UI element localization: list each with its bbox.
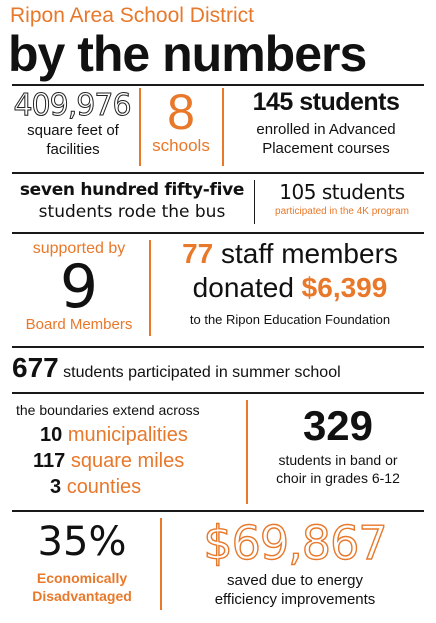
- econ-label: Economically: [36, 570, 128, 586]
- district-name: Ripon Area School District: [10, 4, 254, 27]
- row6-divider: [160, 518, 162, 610]
- summer-number: 677: [12, 352, 59, 383]
- schools-number: 8: [167, 84, 195, 140]
- row2-divider: [254, 180, 255, 224]
- foundation-label: to the Ripon Education Foundation: [189, 312, 391, 327]
- sqft-number: 409,976: [13, 88, 131, 123]
- econ-percent: 35%: [37, 519, 127, 565]
- staff-count: 77: [182, 238, 214, 269]
- muni-number: 10: [40, 424, 63, 446]
- divider-6: [12, 510, 424, 512]
- board-bottom-label: Board Members: [25, 316, 133, 333]
- divider-4: [12, 346, 424, 348]
- band-label: students in band or: [278, 452, 398, 468]
- divider-3: [12, 232, 424, 234]
- band-label-2: choir in grades 6-12: [276, 470, 400, 486]
- saved-label: saved due to energy: [227, 572, 363, 589]
- summer-line: [12, 352, 428, 384]
- counties-number: 3: [50, 476, 62, 498]
- divider-5: [12, 392, 424, 394]
- board-top-label: supported by: [32, 240, 126, 257]
- miles-label: square miles: [70, 450, 185, 472]
- row1-divider-b: [222, 88, 224, 166]
- sqft-label: square feet of: [27, 122, 119, 139]
- miles-number: 117: [33, 450, 66, 472]
- row5-divider: [246, 400, 248, 504]
- k4-label: participated in the 4K program: [275, 206, 409, 217]
- bus-label: students rode the bus: [38, 202, 226, 222]
- staff-line: [152, 238, 428, 270]
- donated-amount: $6,399: [301, 272, 388, 303]
- ap-label-2: Placement courses: [262, 140, 390, 157]
- boundary-intro: the boundaries extend across: [16, 402, 200, 418]
- donated-line: [152, 272, 428, 304]
- saved-amount: $69,867: [203, 516, 387, 570]
- miles-line: [33, 450, 184, 473]
- econ-label-2: Disadvantaged: [32, 588, 132, 604]
- page-title: by the numbers: [8, 26, 367, 82]
- board-number: 9: [59, 252, 99, 322]
- staff-label: staff members: [221, 238, 398, 269]
- schools-label: schools: [152, 136, 210, 155]
- band-number: 329: [302, 402, 374, 449]
- muni-label: municipalities: [67, 424, 188, 446]
- municipalities-line: [40, 424, 188, 447]
- summer-label: students participated in summer school: [63, 364, 341, 381]
- sqft-label-2: facilities: [46, 141, 100, 158]
- k4-number: 105 students: [279, 180, 405, 204]
- saved-label-2: efficiency improvements: [214, 591, 376, 608]
- counties-label: counties: [66, 476, 142, 498]
- counties-line: [50, 476, 141, 499]
- ap-number: 145 students: [252, 88, 400, 116]
- donated-label: donated: [192, 272, 294, 303]
- bus-count-text: seven hundred fifty-five: [19, 180, 245, 200]
- divider-2: [12, 172, 424, 174]
- ap-label: enrolled in Advanced: [256, 121, 396, 138]
- row3-divider: [149, 240, 151, 336]
